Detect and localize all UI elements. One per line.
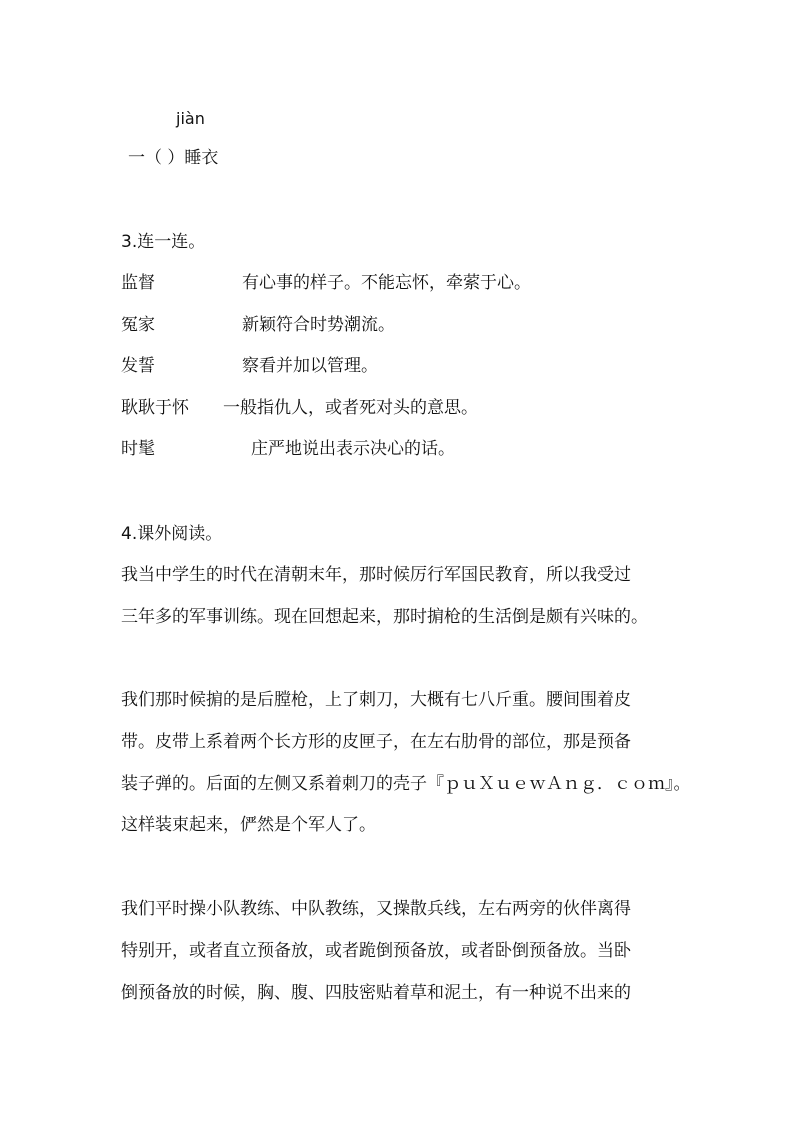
match-word: 监督 (121, 273, 155, 293)
reading-line: 倒预备放的时候，胸、腹、四肢密贴着草和泥土，有一种说不出来的 (121, 983, 631, 1003)
fill-in-blank-prompt: 一（ ）睡衣 (128, 148, 219, 168)
reading-line: 带。皮带上系着两个长方形的皮匣子，在左右肋骨的部位，那是预备 (121, 732, 631, 752)
section4-heading: 4.课外阅读。 (121, 524, 223, 544)
pinyin-annotation: jiàn (176, 109, 205, 128)
reading-line: 三年多的军事训练。现在回想起来，那时掮枪的生活倒是颇有兴味的。 (121, 607, 648, 627)
reading-line: 我们那时候掮的是后膛枪，上了刺刀，大概有七八斤重。腰间围着皮 (121, 690, 631, 710)
match-word: 冤家 (121, 315, 155, 335)
match-definition: 一般指仇人，或者死对头的意思。 (223, 398, 478, 418)
match-word: 时髦 (121, 439, 155, 459)
match-definition: 察看并加以管理。 (242, 356, 378, 376)
match-word: 耿耿于怀 (121, 398, 189, 418)
match-definition: 新颖符合时势潮流。 (242, 315, 395, 335)
reading-line: 我当中学生的时代在清朝末年，那时候厉行军国民教育，所以我受过 (121, 565, 631, 585)
section3-heading: 3.连一连。 (121, 232, 206, 252)
reading-line: 特别开，或者直立预备放，或者跪倒预备放，或者卧倒预备放。当卧 (121, 941, 631, 961)
match-definition: 庄严地说出表示决心的话。 (251, 439, 455, 459)
match-definition: 有心事的样子。不能忘怀，牵萦于心。 (242, 273, 531, 293)
reading-line: 这样装束起来，俨然是个军人了。 (121, 815, 376, 835)
reading-line: 我们平时操小队教练、中队教练，又操散兵线，左右两旁的伙伴离得 (121, 899, 631, 919)
match-word: 发誓 (121, 356, 155, 376)
reading-line: 装子弹的。后面的左侧又系着刺刀的壳子『ｐｕＸｕｅｗＡｎｇ．ｃｏｍ』。 (121, 774, 691, 794)
